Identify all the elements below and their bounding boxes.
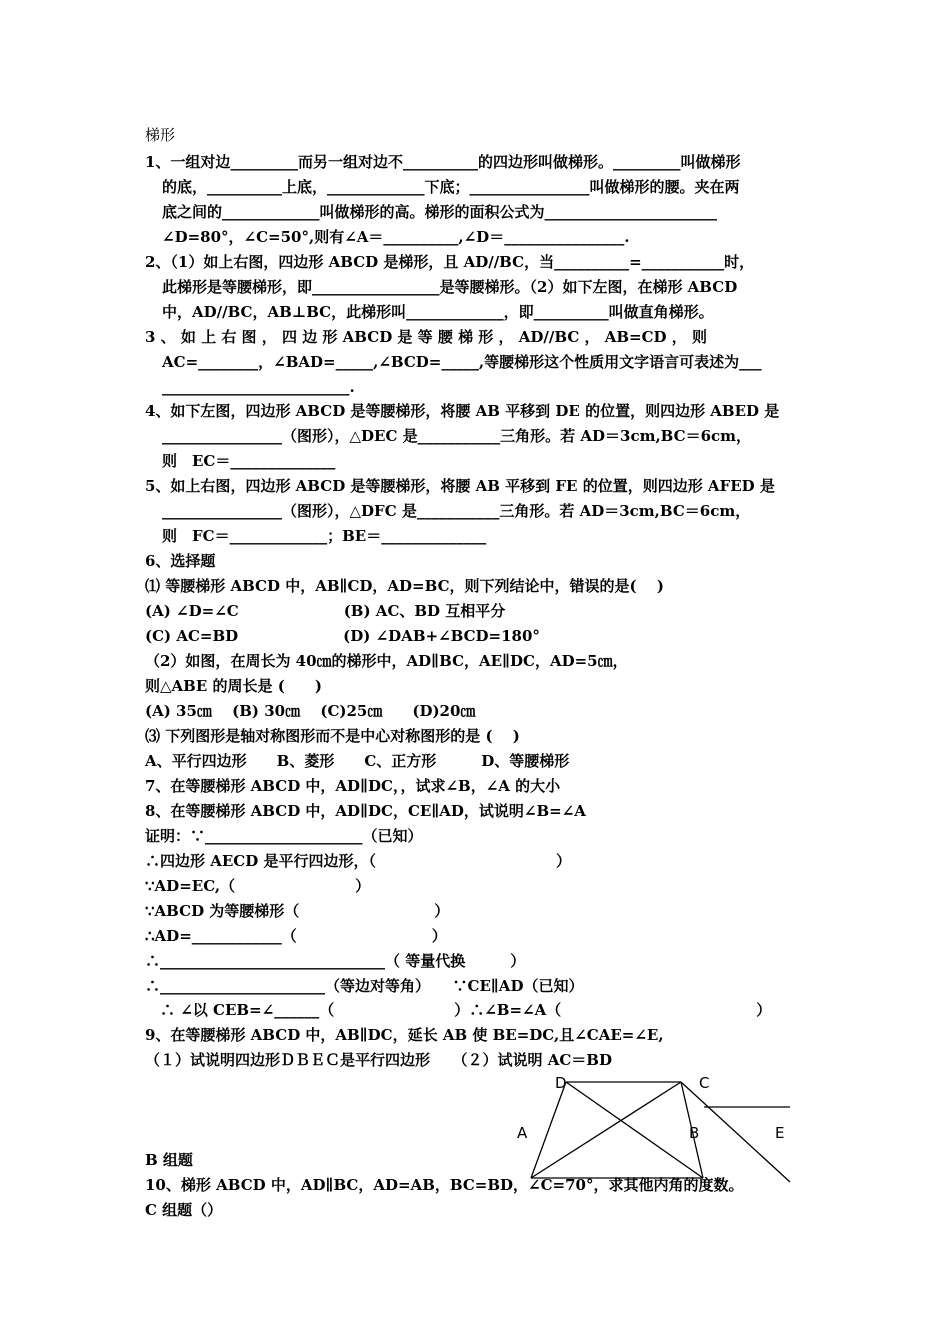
text-line: ∴______________________（等边对等角） ∵CE∥AD（已知）	[145, 977, 584, 995]
text-line: 2、（1）如上右图，四边形 ABCD 是梯形，且 AD//BC，当__________=___________时，	[145, 253, 755, 271]
text-line: ∴四边形 AECD 是平行四边形，（ ）	[145, 852, 571, 870]
text-line: ________________（图形），△DEC 是___________三角形。若 AD＝3cm,BC＝6cm，	[162, 427, 752, 445]
text-line: 则 EC＝______________	[162, 452, 336, 470]
text-line: 5、如上右图，四边形 ABCD 是等腰梯形，将腰 AB 平移到 FE 的位置，则四边形 AFED 是	[145, 477, 775, 495]
text-line: 8、在等腰梯形 ABCD 中，AD∥DC，CE∥AD，试说明∠B=∠A	[145, 802, 586, 820]
text-line: ∠D=80°，∠C=50°,则有∠A＝__________,∠D＝________________.	[162, 228, 630, 246]
text-line: (C) AC=BD (D) ∠DAB+∠BCD=180°	[145, 627, 540, 645]
diagonal-ac	[531, 1082, 681, 1178]
text-line: 证明：∵_____________________（已知）	[145, 827, 423, 845]
text-line: （2）如图，在周长为 40㎝的梯形中，AD∥BC，AE∥DC，AD=5㎝，	[145, 652, 628, 670]
text-line: 1、一组对边_________而另一组对边不__________的四边形叫做梯形。_________叫做梯形	[145, 153, 741, 171]
text-line: (A) ∠D=∠C (B) AC、BD 互相平分	[145, 602, 506, 620]
label-e: E	[775, 1124, 785, 1142]
text-line: ∵ABCD 为等腰梯形（ ）	[145, 902, 450, 920]
text-line: 此梯形是等腰梯形，即_________________是等腰梯形。（2）如下左图，在梯形 ABCD	[162, 278, 738, 296]
text-line: 10、梯形 ABCD 中，AD∥BC，AD=AB，BC=BD，∠C=70°，求其他内角的度数。	[145, 1176, 744, 1194]
text-line: 的底，__________上底，_____________下底；________________叫做梯形的腰。夹在两	[162, 178, 740, 196]
text-line: ⑴ 等腰梯形 ABCD 中，AB∥CD，AD=BC，则下列结论中，错误的是( )	[145, 577, 664, 595]
text-line: （１）试说明四边形ＤＢＥＣ是平行四边形 （２）试说明 AC＝BD	[145, 1051, 612, 1069]
label-d: D	[555, 1074, 567, 1092]
text-line: 9、在等腰梯形 ABCD 中，AB∥DC，延长 AB 使 BE=DC,且∠CAE=∠E,	[145, 1026, 664, 1044]
label-b: B	[689, 1124, 700, 1142]
diagonal-db	[566, 1082, 703, 1178]
text-line: 中，AD//BC，AB⊥BC，此梯形叫_____________，即__________叫做直角梯形。	[162, 303, 714, 321]
text-line: ∴AD=____________（ ）	[145, 927, 447, 945]
label-a: A	[517, 1124, 528, 1142]
text-line: ∵AD=EC,（ ）	[145, 877, 371, 895]
text-line: 6、选择题	[145, 552, 216, 570]
text-line: 则 FC＝_____________；BE＝______________	[162, 527, 487, 545]
text-line: _________________________.	[162, 378, 355, 396]
text-line: ∴ ∠以 CEB=∠______（ ）∴∠B=∠A（ ）	[145, 1001, 772, 1019]
text-line: 则△ABE 的周长是 ( )	[145, 677, 322, 695]
text-line: 4、如下左图，四边形 ABCD 是等腰梯形，将腰 AB 平移到 DE 的位置，则四边形 ABED 是	[145, 402, 780, 420]
text-line: AC=________，∠BAD=_____,∠BCD=_____,等腰梯形这个性质用文字语言可表述为___	[162, 353, 762, 371]
label-c: C	[699, 1074, 710, 1092]
text-line: B 组题	[145, 1151, 193, 1169]
text-line: C 组题（）	[145, 1201, 223, 1219]
text-line: ∴______________________________（ 等量代换 ）	[145, 952, 526, 970]
text-line: (A) 35㎝ (B) 30㎝ (C)25㎝ (D)20㎝	[145, 702, 476, 720]
text-line: ________________（图形），△DFC 是___________三角形。若 AD＝3cm,BC＝6cm，	[162, 502, 751, 520]
text-line: 底之间的_____________叫做梯形的高。梯形的面积公式为_______________________	[162, 203, 718, 221]
text-line: 7、在等腰梯形 ABCD 中，AD∥DC，，试求∠B，∠A 的大小	[145, 777, 561, 795]
page-title: 梯形	[145, 126, 176, 144]
text-line: 3 、 如 上 右 图 ， 四 边 形 ABCD 是 等 腰 梯 形 ， AD//BC ， AB=CD ， 则	[145, 328, 707, 346]
text-line: ⑶ 下列图形是轴对称图形而不是中心对称图形的是 ( )	[145, 727, 520, 745]
segment-da	[531, 1082, 566, 1178]
text-line: A、平行四边形 B、菱形 C、正方形 D、等腰梯形	[145, 752, 570, 770]
